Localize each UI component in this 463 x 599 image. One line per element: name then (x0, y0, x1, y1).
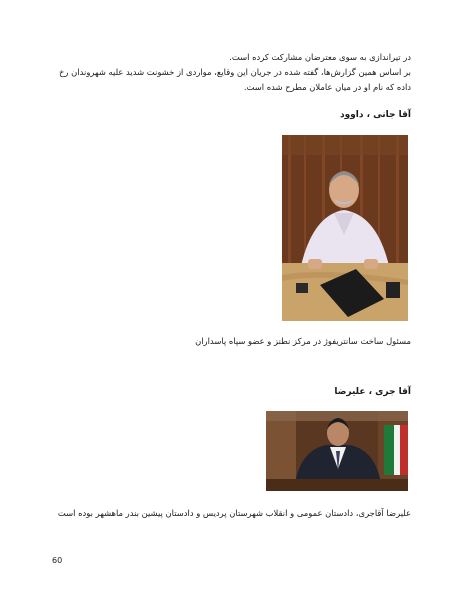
intro-paragraph (52, 50, 411, 95)
intro-line-1: در تیراندازی به سوی معترضان مشارکت کرده است. (229, 52, 411, 62)
person2-photo-image (266, 411, 408, 491)
person1-photo (282, 135, 408, 321)
person2-caption: علیرضا آقاجری، دادستان عمومی و انقلاب شهرستان پردیس و دادستان پیشین بندر ماهشهر بوده است (57, 508, 411, 518)
person1-photo-image (282, 135, 408, 321)
person2-photo (266, 411, 408, 491)
intro-line-3: داده که نام او در میان عاملان مطرح شده است. (243, 82, 411, 92)
person2-name-heading: آقا جری ، علیرضا (334, 387, 411, 397)
person1-name-heading: آقا جانی ، داوود (339, 110, 411, 120)
person1-caption: مسئول ساخت سانتریفوژ در مرکز نطنز و عضو سپاه پاسداران (195, 336, 411, 346)
intro-line-2: بر اساس همین گزارش‌ها، گفته شده در جریان این وقایع، مواردی از خشونت شدید علیه شهروندان رخ (59, 67, 411, 77)
page-number: 60 (52, 556, 63, 565)
